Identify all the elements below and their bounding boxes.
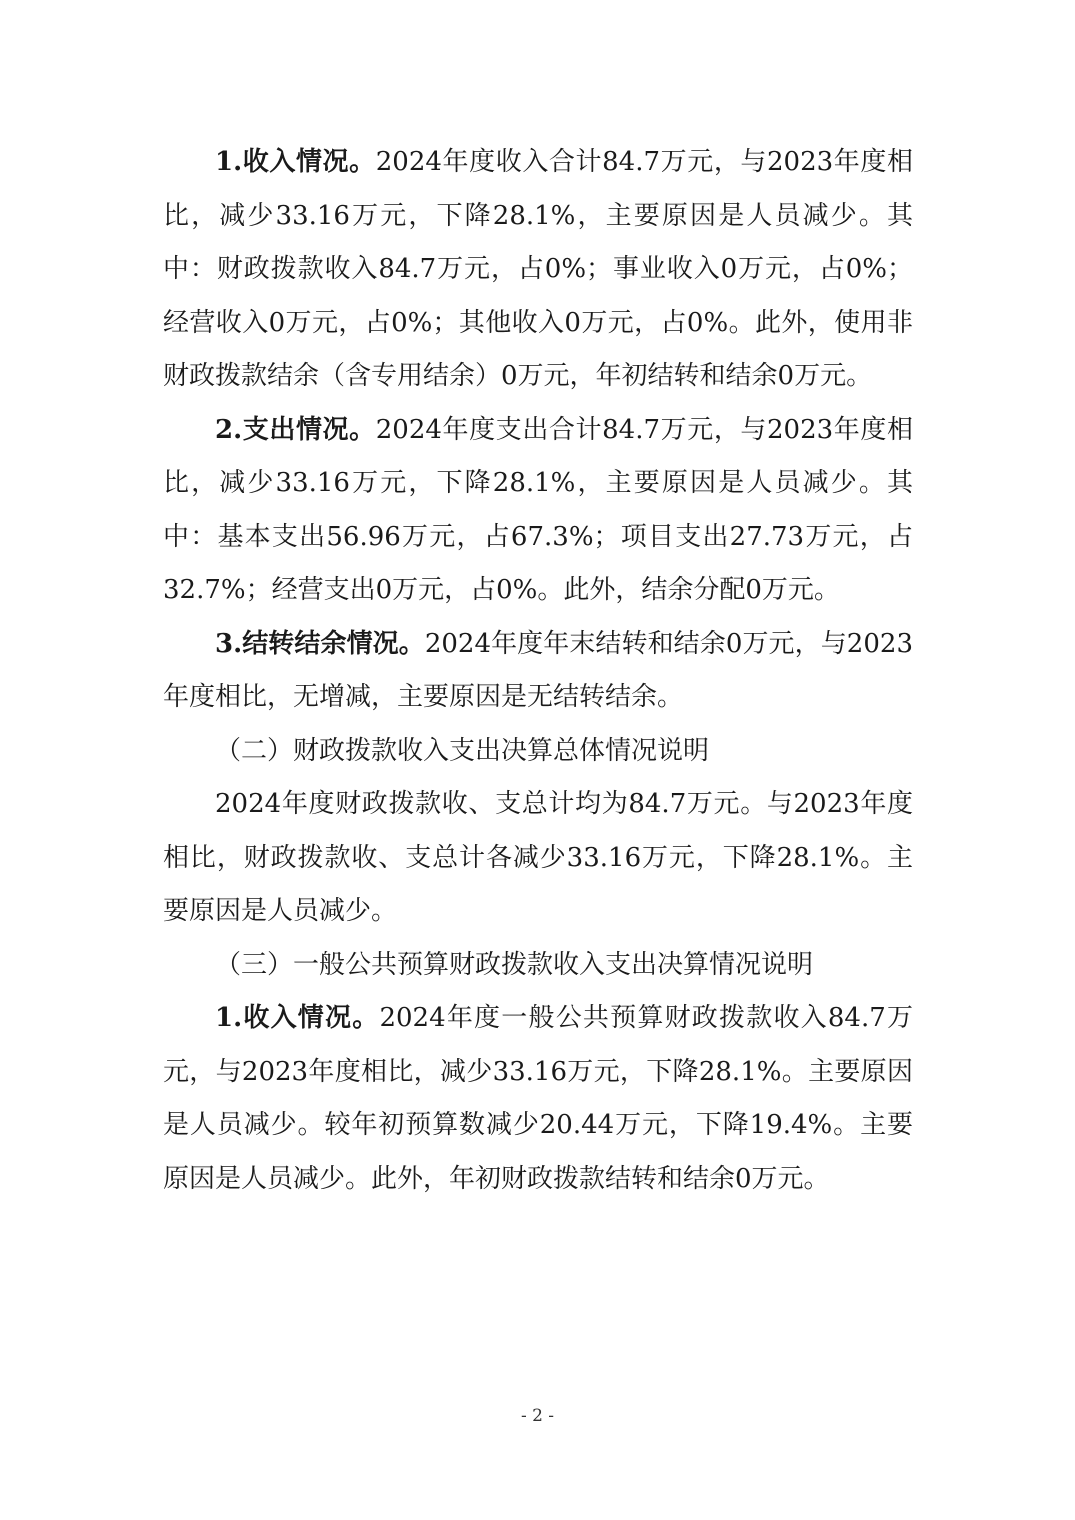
section-heading-2: （二）财政拨款收入支出决算总体情况说明 xyxy=(215,735,710,766)
lead-balance: 3.结转结余情况。 xyxy=(215,628,425,659)
paragraph-general-income xyxy=(163,992,913,1206)
text-income: 2024年度收入合计84.7万元，与2023年度相比，减少33.16万元，下降28.1%，主要原因是人员减少。其中：财政拨款收入84.7万元，占0%；事业收入0万元，占0%；经营收入0万元，占0%；其他收入0万元，占0%。此外，使用非财政拨款结余（含专用结余）0万元，年初结转和结余0万元。 xyxy=(163,147,913,391)
section-heading-3: （三）一般公共预算财政拨款收入支出决算情况说明 xyxy=(215,949,814,980)
paragraph-expense xyxy=(163,404,913,618)
lead-expense: 2.支出情况。 xyxy=(215,414,376,445)
paragraph-fiscal-total xyxy=(163,778,913,939)
document-body xyxy=(163,136,913,1206)
paragraph-income xyxy=(163,136,913,404)
lead-income: 1.收入情况。 xyxy=(215,147,376,177)
text-balance: 2024年度年末结转和结余0万元，与2023年度相比，无增减，主要原因是无结转结余。 xyxy=(163,628,913,712)
paragraph-balance xyxy=(163,618,913,725)
text-fiscal-total: 2024年度财政拨款收、支总计均为84.7万元。与2023年度相比，财政拨款收、支总计各减少33.16万元，下降28.1%。主要原因是人员减少。 xyxy=(163,789,913,926)
text-general-income: 2024年度一般公共预算财政拨款收入84.7万元，与2023年度相比，减少33.16万元，下降28.1%。主要原因是人员减少。较年初预算数减少20.44万元，下降19.4%。主要原因是人员减少。此外，年初财政拨款结转和结余0万元。 xyxy=(163,1003,913,1194)
lead-general-income: 1.收入情况。 xyxy=(215,1003,380,1033)
page-number: - 2 - xyxy=(520,1406,555,1426)
text-expense: 2024年度支出合计84.7万元，与2023年度相比，减少33.16万元，下降28.1%，主要原因是人员减少。其中：基本支出56.96万元，占67.3%；项目支出27.73万元，占32.7%；经营支出0万元，占0%。此外，结余分配0万元。 xyxy=(163,414,913,605)
